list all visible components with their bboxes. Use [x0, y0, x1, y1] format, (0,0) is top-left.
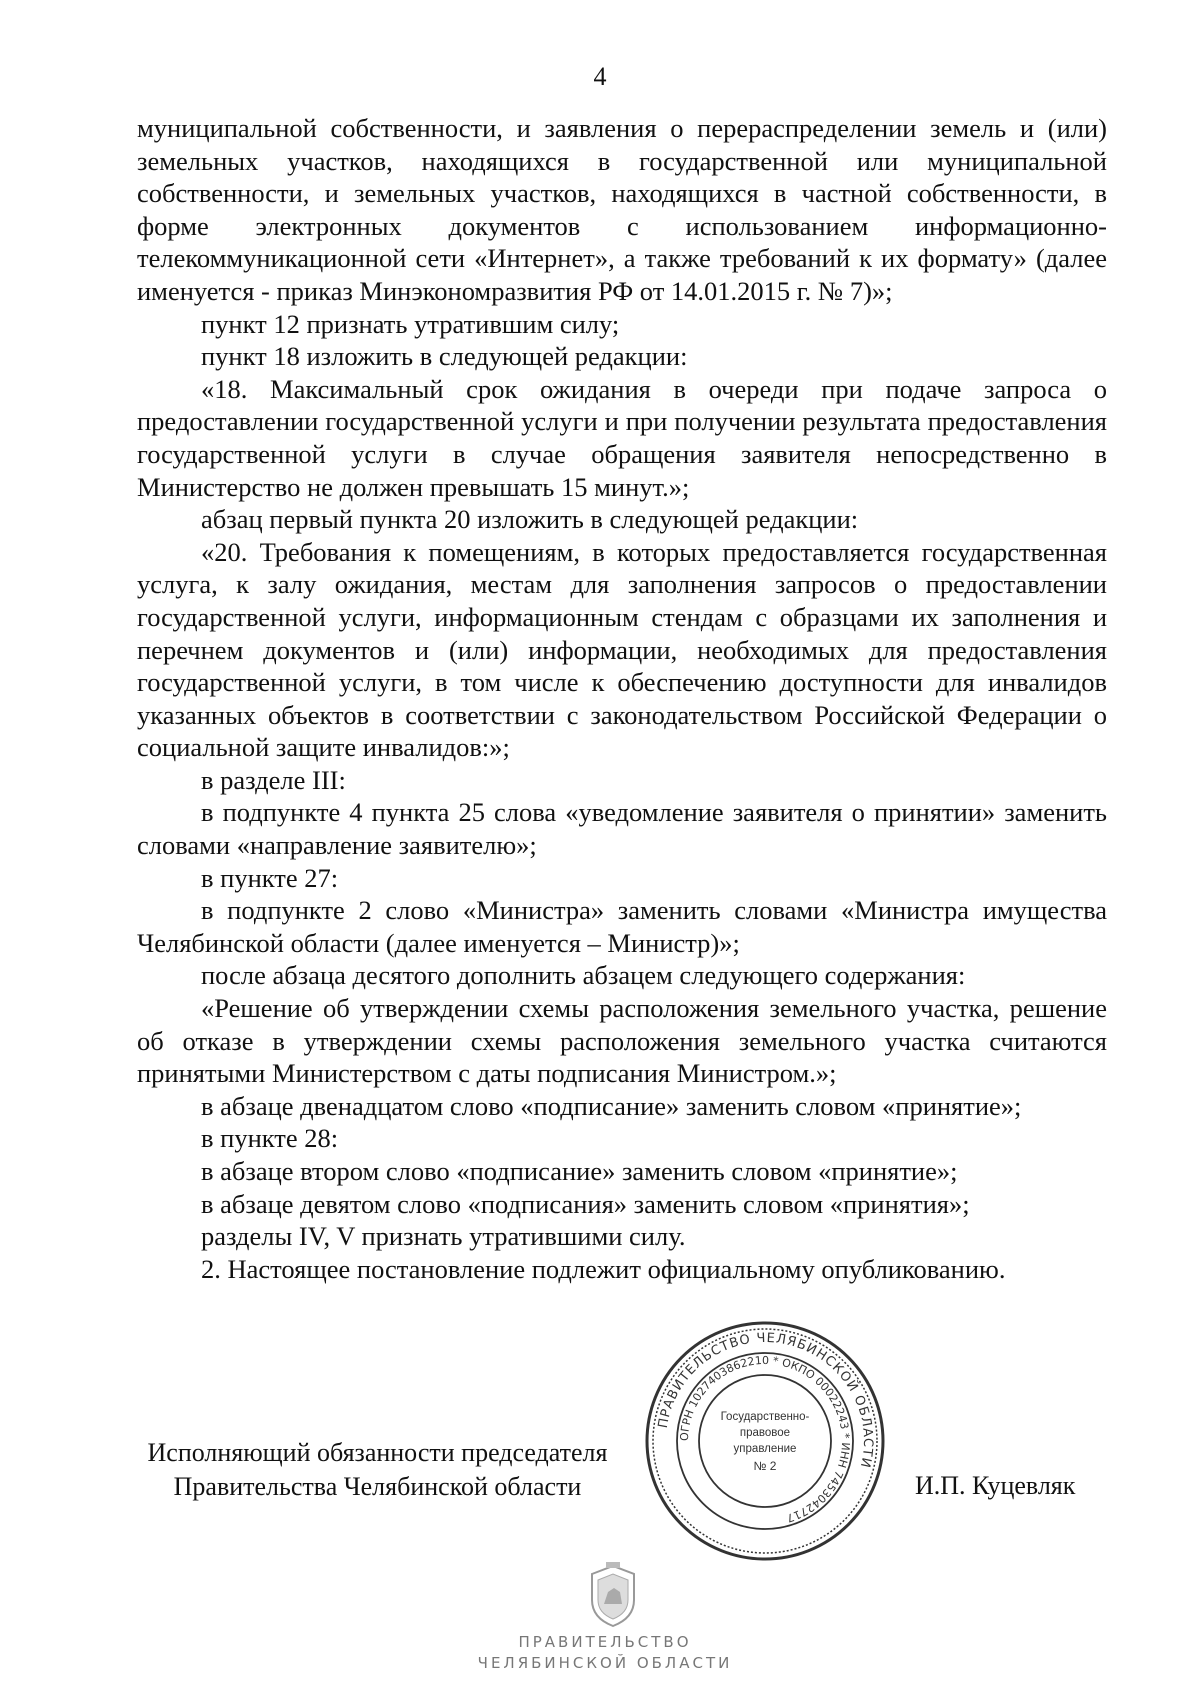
paragraph: в разделе III:: [201, 764, 346, 795]
paragraph: после абзаца десятого дополнить абзацем следующего содержания:: [201, 960, 966, 991]
svg-text:ОГРН 1027403862210 * ОКПО 0002: [678, 1354, 852, 1525]
paragraph: в абзаце втором слово «подписание» заменить словом «принятие»;: [201, 1156, 958, 1186]
coat-of-arms-icon: [584, 1560, 642, 1632]
paragraph: пункт 12 признать утратившим силу;: [201, 308, 620, 339]
paragraph: «18. Максимальный срок ожидания в очереди при подаче запроса о предоставлении государственной услуги и при получении результата предоставления государственной услуги в случае обращения заявителя непосредственно в Министерство не должен превышать 15 минут.»;: [137, 373, 1107, 502]
paragraph: «Решение об утверждении схемы расположения земельного участка, решение об отказе в утверждении схемы расположения земельного участка считаются принятыми Министерством с даты подписания Министром.»;: [137, 993, 1107, 1089]
paragraph: «20. Требования к помещениям, в которых предоставляется государственная услуга, к залу ожидания, местам для заполнения запросов о предоставлении государственной услуги, информационным стендам с образцами их заполнения и перечнем документов и (или) информации, необходимых для предоставления государственной услуги, в том числе к обеспечению доступности для инвалидов указанных объектов в соответствии с законодательством Российской Федерации о социальной защите инвалидов:»;: [137, 536, 1107, 763]
paragraph: в абзаце девятом слово «подписания» заменить словом «принятия»;: [201, 1188, 970, 1219]
stamp-center-line1: Государственно-: [720, 1411, 810, 1423]
paragraph: абзац первый пункта 20 изложить в следующей редакции:: [201, 504, 859, 535]
signatory-position-line2: Правительства Челябинской области: [173, 1472, 582, 1501]
signatory-position-line1: Исполняющий обязанности председателя: [147, 1438, 608, 1467]
official-stamp: [644, 1320, 886, 1562]
signatory-position: [120, 1436, 635, 1504]
stamp-outer-text: ПРАВИТЕЛЬСТВО ЧЕЛЯБИНСКОЙ ОБЛАСТИ: [655, 1330, 876, 1470]
paragraph: муниципальной собственности, и заявления о перераспределении земель и (или) земельных участков, находящихся в государственной или муниципальной собственности, и земельных участков, находящихся в частной собственности, в форме электронных документов с использованием информационно-телекоммуникационной сети «Интернет», а также требований к их формату» (далее именуется - приказ Минэкономразвития РФ от 14.01.2015 г. № 7)»;: [137, 113, 1107, 306]
stamp-center-line2: правовое: [739, 1427, 791, 1439]
paragraph: в пункте 28:: [201, 1123, 339, 1154]
paragraph: в подпункте 2 слово «Министра» заменить словами «Министра имущества Челябинской области (далее именуется – Министр)»;: [137, 895, 1107, 958]
paragraph: в пункте 27:: [201, 862, 339, 893]
stamp-ring-text: ОГРН 1027403862210 * ОКПО 00022243 * ИНН 7453042717: [677, 1353, 853, 1525]
paragraph: 2. Настоящее постановление подлежит официальному опубликованию.: [201, 1253, 1006, 1284]
document-body: [137, 112, 1107, 1285]
paragraph: разделы IV, V признать утратившими силу.: [201, 1221, 686, 1252]
paragraph: в подпункте 4 пункта 25 слова «уведомление заявителя о принятии» заменить словами «направление заявителю»;: [137, 797, 1107, 861]
page-number: 4: [593, 62, 607, 91]
stamp-center-line4: № 2: [753, 1459, 777, 1473]
footer-line2: ЧЕЛЯБИНСКОЙ ОБЛАСТИ: [477, 1654, 733, 1672]
letterhead-footer: [0, 1632, 1200, 1674]
footer-line1: ПРАВИТЕЛЬСТВО: [518, 1633, 692, 1651]
signatory-name: И.П. Куцевляк: [915, 1471, 1076, 1500]
stamp-center-line3: управление: [733, 1443, 797, 1455]
paragraph: пункт 18 изложить в следующей редакции:: [201, 341, 688, 372]
paragraph: в абзаце двенадцатом слово «подписание» заменить словом «принятие»;: [201, 1090, 1022, 1121]
